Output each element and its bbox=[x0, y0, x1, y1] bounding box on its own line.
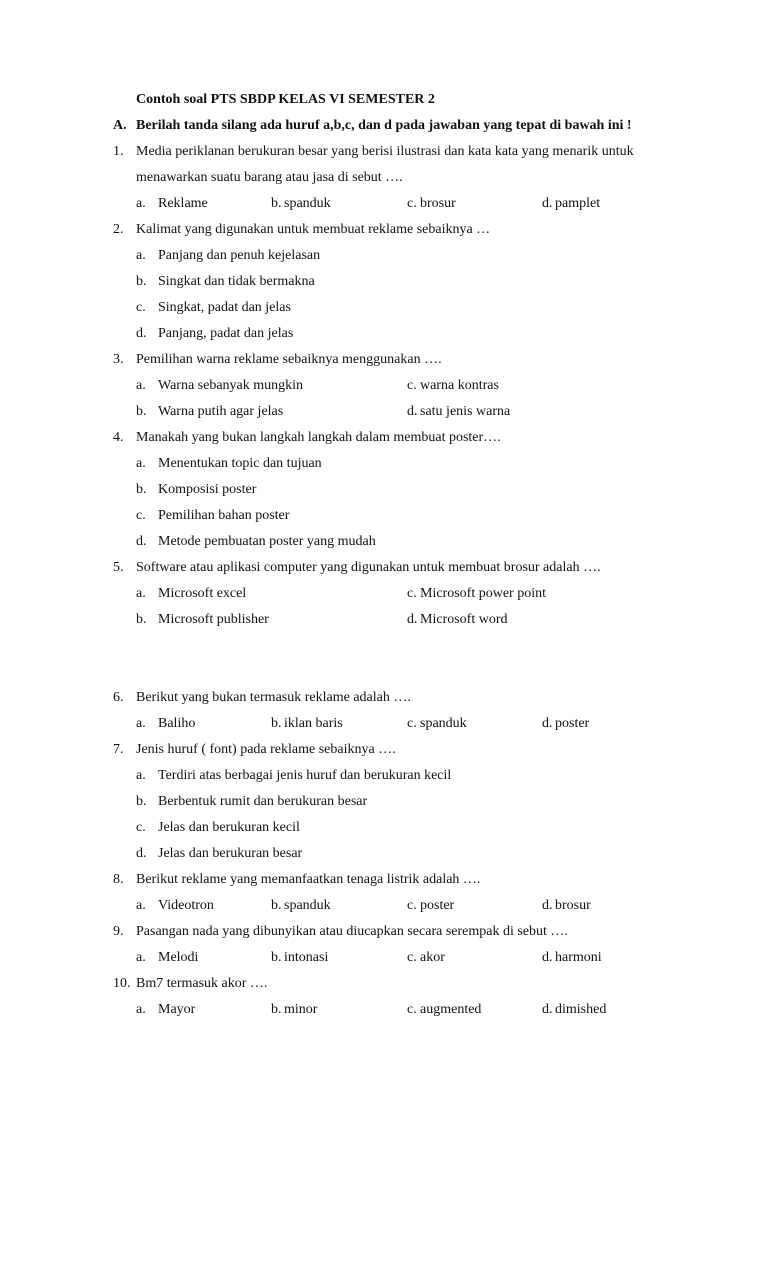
question-number: 9. bbox=[113, 924, 124, 939]
question-number: 5. bbox=[113, 560, 124, 575]
option-letter: a. bbox=[136, 196, 146, 211]
option-letter: c. bbox=[407, 586, 417, 601]
option-letter: b. bbox=[271, 716, 282, 731]
option-text: Mayor bbox=[158, 1002, 196, 1017]
option-letter: b. bbox=[271, 1002, 282, 1017]
option-letter: c. bbox=[407, 1002, 417, 1017]
option-letter: c. bbox=[407, 898, 417, 913]
option-text: harmoni bbox=[555, 950, 602, 965]
option-letter: c. bbox=[407, 950, 417, 965]
question-text: menawarkan suatu barang atau jasa di sebut …. bbox=[136, 170, 403, 185]
option-letter: d. bbox=[542, 950, 553, 965]
option-text: Jelas dan berukuran besar bbox=[158, 846, 303, 861]
option-letter: a. bbox=[136, 768, 146, 783]
option-letter: b. bbox=[136, 404, 147, 419]
question-text: Software atau aplikasi computer yang digunakan untuk membuat brosur adalah …. bbox=[136, 560, 601, 575]
option-letter: a. bbox=[136, 586, 146, 601]
option-text: Baliho bbox=[158, 716, 196, 731]
option-text: augmented bbox=[420, 1002, 482, 1017]
question-number: 6. bbox=[113, 690, 124, 705]
option-text: spanduk bbox=[420, 716, 467, 731]
option-text: Panjang dan penuh kejelasan bbox=[158, 248, 321, 263]
option-letter: b. bbox=[136, 274, 147, 289]
option-letter: d. bbox=[542, 1002, 553, 1017]
option-text: Panjang, padat dan jelas bbox=[158, 326, 294, 341]
option-letter: b. bbox=[271, 898, 282, 913]
option-text: warna kontras bbox=[420, 378, 499, 393]
option-text: Warna putih agar jelas bbox=[158, 404, 284, 419]
option-letter: b. bbox=[136, 794, 147, 809]
option-text: Berbentuk rumit dan berukuran besar bbox=[158, 794, 368, 809]
option-text: brosur bbox=[555, 898, 591, 913]
question-number: 4. bbox=[113, 430, 124, 445]
option-letter: b. bbox=[136, 612, 147, 627]
option-letter: c. bbox=[407, 196, 417, 211]
option-letter: c. bbox=[136, 820, 146, 835]
option-letter: a. bbox=[136, 456, 146, 471]
option-text: spanduk bbox=[284, 898, 331, 913]
option-text: Menentukan topic dan tujuan bbox=[158, 456, 322, 471]
question-text: Pasangan nada yang dibunyikan atau diucapkan secara serempak di sebut …. bbox=[136, 924, 568, 939]
option-letter: d. bbox=[542, 898, 553, 913]
section-instruction: Berilah tanda silang ada huruf a,b,c, dan d pada jawaban yang tepat di bawah ini ! bbox=[136, 118, 632, 133]
question-text: Bm7 termasuk akor …. bbox=[136, 976, 268, 991]
option-text: spanduk bbox=[284, 196, 331, 211]
option-text: Singkat, padat dan jelas bbox=[158, 300, 291, 315]
option-text: Microsoft publisher bbox=[158, 612, 269, 627]
option-letter: a. bbox=[136, 1002, 146, 1017]
option-letter: a. bbox=[136, 716, 146, 731]
section-label: A. bbox=[113, 118, 127, 133]
question-text: Pemilihan warna reklame sebaiknya menggunakan …. bbox=[136, 352, 442, 367]
option-text: poster bbox=[555, 716, 590, 731]
option-letter: c. bbox=[407, 716, 417, 731]
document-title: Contoh soal PTS SBDP KELAS VI SEMESTER 2 bbox=[136, 92, 435, 107]
option-text: dimished bbox=[555, 1002, 607, 1017]
option-text: Warna sebanyak mungkin bbox=[158, 378, 304, 393]
question-text: Jenis huruf ( font) pada reklame sebaiknya …. bbox=[136, 742, 396, 757]
option-letter: d. bbox=[136, 846, 147, 861]
question-text: Berikut reklame yang memanfaatkan tenaga listrik adalah …. bbox=[136, 872, 481, 887]
question-number: 1. bbox=[113, 144, 124, 159]
option-text: Melodi bbox=[158, 950, 199, 965]
option-text: Microsoft excel bbox=[158, 586, 247, 601]
option-text: Jelas dan berukuran kecil bbox=[158, 820, 300, 835]
option-letter: a. bbox=[136, 950, 146, 965]
option-letter: a. bbox=[136, 378, 146, 393]
option-text: Microsoft word bbox=[420, 612, 508, 627]
option-text: Singkat dan tidak bermakna bbox=[158, 274, 315, 289]
option-letter: d. bbox=[407, 404, 418, 419]
option-text: satu jenis warna bbox=[420, 404, 511, 419]
option-text: Reklame bbox=[158, 196, 208, 211]
question-text: Berikut yang bukan termasuk reklame adalah …. bbox=[136, 690, 411, 705]
option-letter: d. bbox=[542, 196, 553, 211]
option-text: pamplet bbox=[555, 196, 601, 211]
option-text: poster bbox=[420, 898, 455, 913]
option-text: Microsoft power point bbox=[420, 586, 546, 601]
option-text: iklan baris bbox=[284, 716, 343, 731]
option-text: intonasi bbox=[284, 950, 329, 965]
option-text: Terdiri atas berbagai jenis huruf dan berukuran kecil bbox=[158, 768, 452, 783]
question-number: 8. bbox=[113, 872, 124, 887]
option-text: Metode pembuatan poster yang mudah bbox=[158, 534, 376, 549]
option-text: minor bbox=[284, 1002, 318, 1017]
option-letter: c. bbox=[407, 378, 417, 393]
option-letter: a. bbox=[136, 248, 146, 263]
option-text: Komposisi poster bbox=[158, 482, 257, 497]
question-number: 10. bbox=[113, 976, 131, 991]
option-letter: b. bbox=[136, 482, 147, 497]
question-text: Manakah yang bukan langkah langkah dalam membuat poster…. bbox=[136, 430, 501, 445]
option-text: brosur bbox=[420, 196, 456, 211]
question-number: 7. bbox=[113, 742, 124, 757]
option-text: akor bbox=[420, 950, 445, 965]
option-letter: c. bbox=[136, 300, 146, 315]
option-letter: d. bbox=[407, 612, 418, 627]
option-letter: d. bbox=[136, 326, 147, 341]
option-letter: c. bbox=[136, 508, 146, 523]
option-text: Videotron bbox=[158, 898, 214, 913]
option-text: Pemilihan bahan poster bbox=[158, 508, 290, 523]
question-text: Kalimat yang digunakan untuk membuat reklame sebaiknya … bbox=[136, 222, 491, 237]
option-letter: b. bbox=[271, 196, 282, 211]
option-letter: d. bbox=[542, 716, 553, 731]
question-number: 2. bbox=[113, 222, 124, 237]
option-letter: b. bbox=[271, 950, 282, 965]
question-number: 3. bbox=[113, 352, 124, 367]
option-letter: a. bbox=[136, 898, 146, 913]
option-letter: d. bbox=[136, 534, 147, 549]
question-text: Media periklanan berukuran besar yang berisi ilustrasi dan kata kata yang menarik untuk bbox=[136, 144, 634, 159]
